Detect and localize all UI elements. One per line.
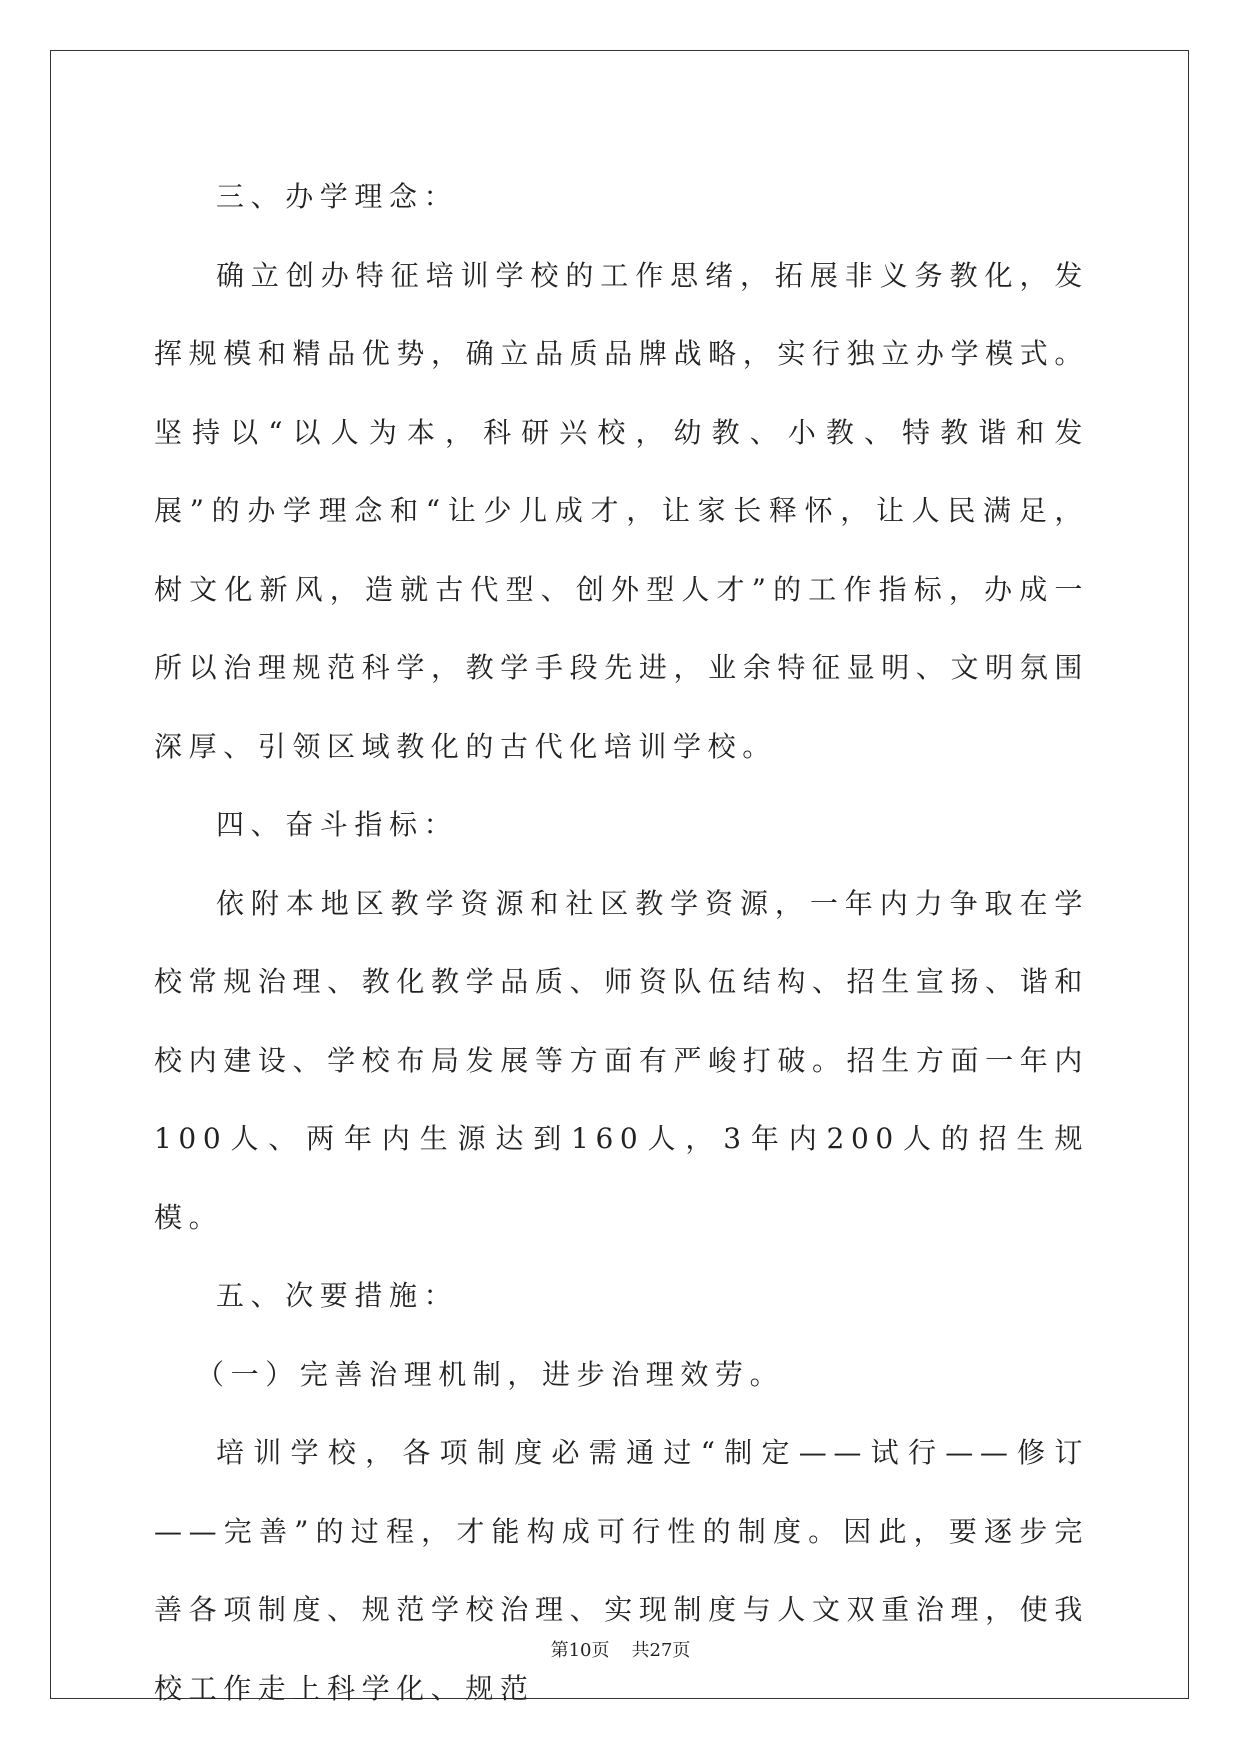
paragraph-philosophy: 确立创办特征培训学校的工作思绪，拓展非义务教化，发挥规模和精品优势，确立品质品牌战略，实行独立办学模式。坚持以“以人为本，科研兴校，幼教、小教、特教谐和发展”的办学理念和“让少儿成才，让家长释怀，让人民满足，树文化新风，造就古代型、创外型人才”的工作指标，办成一所以治理规范科学，教学手段先进，业余特征显明、文明氛围深厚、引领区域教化的古代化培训学校。 — [154, 258, 1089, 763]
section-heading-philosophy: 三、办学理念： — [216, 180, 459, 213]
paragraph-management: 培训学校，各项制度必需通过“制定——试行——修订——完善”的过程，才能构成可行性的制度。因此，要逐步完善各项制度、规范学校治理、实现制度与人文双重治理，使我校工作走上科学化、规范 — [154, 1436, 1089, 1705]
page-number: 第10页 — [550, 1640, 610, 1661]
page-total: 共27页 — [631, 1640, 691, 1661]
section-heading-goals: 四、奋斗指标： — [216, 808, 459, 841]
page-footer — [0, 1636, 1241, 1662]
paragraph-goals: 依附本地区教学资源和社区教学资源，一年内力争取在学校常规治理、教化教学品质、师资队伍结构、招生宣扬、谐和校内建设、学校布局发展等方面有严峻打破。招生方面一年内100人、两年内生源达到160人，3年内200人的招生规模。 — [154, 886, 1089, 1234]
section-heading-measures: 五、次要措施： — [216, 1279, 459, 1312]
subsection-heading-management: （一）完善治理机制，进步治理效劳。 — [196, 1357, 785, 1391]
document-body — [154, 158, 1089, 1728]
